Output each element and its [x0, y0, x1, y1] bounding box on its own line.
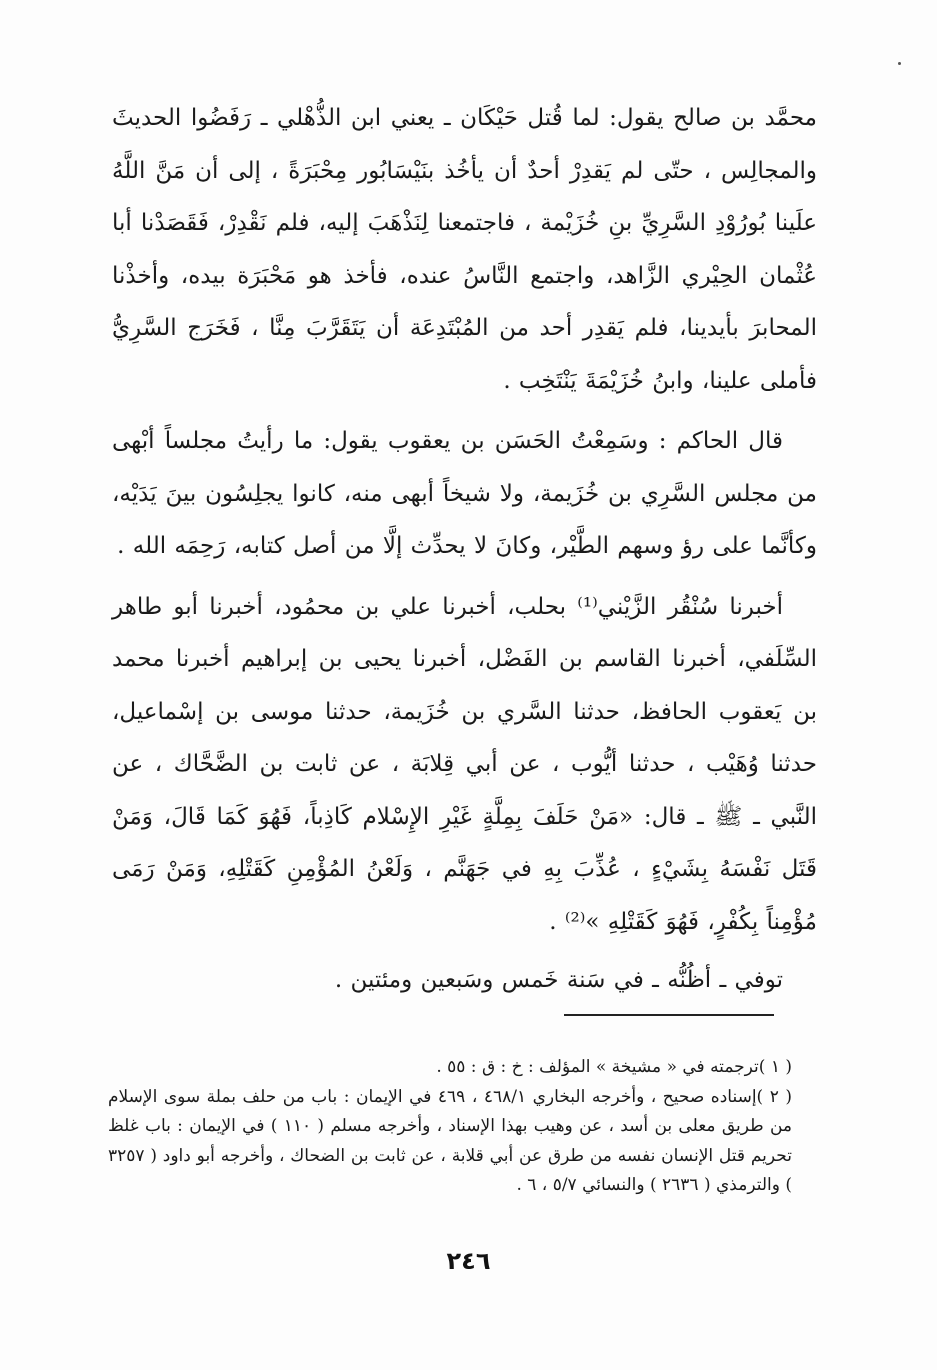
paragraph-2: قال الحاكم : وسَمِعْتُ الحَسَن بن يعقوب يقول: ما رأيتُ مجلساً أبْهى من مجلس السَّرِي بن خُزَيمة، ولا شيخاً أبهى منه، كانوا يجلِسُون بينَ يَدَيْه، وكأنَّما على رؤ وسهم الطَّيْر، وكانَ لا يحدِّث إلَّا من أصل كتابه، رَحِمَه الله . [112, 428, 817, 559]
main-text [112, 92, 817, 1007]
paragraph-4: توفي ـ أظُنُّه ـ في سَنة خَمس وسَبعين ومئتين . [334, 967, 783, 993]
footnote-separator [564, 1014, 774, 1016]
footnotes [108, 1053, 820, 1201]
footnote-1: ( ١ )ترجمته في « مشيخة » المؤلف : خ : ق : ٥٥ . [436, 1057, 792, 1077]
footnote-2: ( ٢ )إسناده صحيح ، وأخرجه البخاري ٤٦٨/١ ، ٤٦٩ في الإيمان : باب من حلف بملة سوى الإسلام من طريق معلى بن أسد ، عن وهيب بهذا الإسناد ، وأخرجه مسلم ( ١١٠ ) في الإيمان : باب غلظ تحريم قتل الإنسان نفسه من طرق عن أبي قلابة ، عن ثابت بن الضحاك ، وأخرجه أبو داود ( ٣٢٥٧ ) والترمذي ( ٢٦٣٦ ) والنسائي ٥/٧ ، ٦ . [108, 1086, 792, 1195]
margin-mark [898, 62, 901, 65]
paragraph-3: أخبرنا سُنْقُر الزَّيْني⁽¹⁾ بحلب، أخبرنا علي بن محمُود، أخبرنا أبو طاهر السِّلَفي، أخبرنا القاسم بن الفَضْل، أخبرنا يحيى بن إبراهيم أخبرنا محمد بن يَعقوب الحافظ، حدثنا السَّري بن خُزَيمة، حدثنا موسى بن إسْماعيل، حدثنا وُهَيْب ، حدثنا أيُّوب ، عن أبي قِلابَة ، عن ثابت بن الضَّحَّاك ، عن النَّبي ـ ﷺ ـ قال: «مَنْ حَلَفَ بِمِلَّةٍ غَيْرِ الإِسْلام كَاذِباً، فَهُوَ كَمَا قَالَ، وَمَنْ قَتَل نَفْسَهُ بِشَيْءٍ ، عُذِّبَ بِهِ في جَهَنَّم ، وَلَعْنُ المُؤْمِنِ كَقَتْلِهِ، وَمَنْ رَمَى مُؤْمِناً بِكُفْرٍ، فَهُوَ كَقَتْلِهِ »⁽²⁾ . [112, 593, 817, 935]
page-number: ٢٤٦ [446, 1247, 491, 1275]
paragraph-1: محمَّد بن صالح يقول: لما قُتل حَيْكَان ـ يعني ابن الذُّهْلي ـ رَفَضُوا الحديثَ والمجالِس ، حتّى لم يَقدِرْ أحدٌ أن يأخُذ بنَيْسَابُور مِحْبَرَةً ، إلى أن مَنَّ اللَّهُ علَينا بُورُوْدِ السَّرِيِّ بنِ خُزَيْمة ، فاجتمعنا لِنَذْهَبَ إليه، فلم نَقْدِرْ، فَقَصَدْنا أبا عُثْمان الحِيْري الزَّاهد، واجتمع النَّاسُ عنده، فأخذ هو مَحْبَرَة بيده، وأخذْنا المحابرَ بأيدينا، فلم يَقدِر أحد من المُبْتَدِعَة أن يَتَقَرَّبَ مِنَّا ، فَخَرَج السَّرِيُّ فأملى علينا، وابنُ خُزَيْمَةَ يَنْتَخِب . [112, 105, 817, 394]
